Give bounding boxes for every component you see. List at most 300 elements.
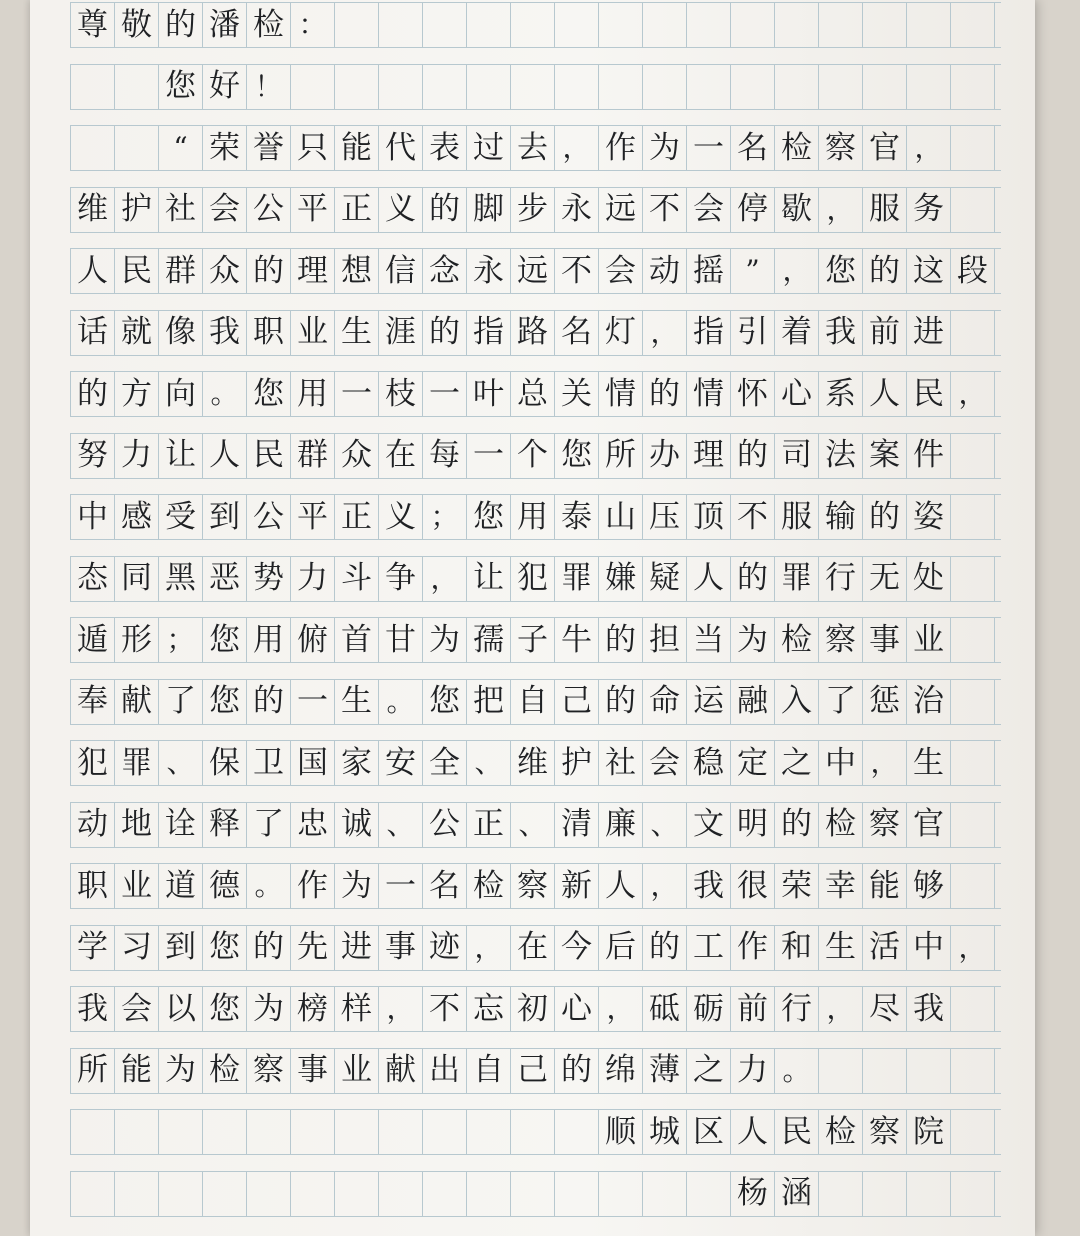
handwritten-char: 摇 bbox=[687, 249, 731, 293]
handwritten-char: 恶 bbox=[203, 557, 247, 601]
handwritten-char: 业 bbox=[335, 1049, 379, 1093]
handwritten-char: 今 bbox=[555, 926, 599, 970]
handwritten-char: 力 bbox=[115, 434, 159, 478]
handwritten-char: 。 bbox=[203, 372, 247, 416]
handwritten-char: 为 bbox=[423, 618, 467, 662]
handwritten-char: 努 bbox=[71, 434, 115, 478]
grid-cell bbox=[379, 3, 423, 47]
handwritten-char: 迹 bbox=[423, 926, 467, 970]
handwritten-char: 作 bbox=[599, 126, 643, 170]
grid-cell bbox=[951, 987, 995, 1031]
handwritten-char: 遁 bbox=[71, 618, 115, 662]
handwritten-char: 心 bbox=[555, 987, 599, 1031]
handwritten-char: 能 bbox=[115, 1049, 159, 1093]
letter-line bbox=[70, 1171, 1001, 1217]
handwritten-char: 职 bbox=[247, 311, 291, 355]
handwritten-char: 事 bbox=[379, 926, 423, 970]
grid-cell bbox=[71, 126, 115, 170]
handwritten-char: 维 bbox=[511, 741, 555, 785]
handwritten-char: 的 bbox=[731, 434, 775, 478]
letter-line bbox=[70, 802, 1001, 848]
handwritten-char: 初 bbox=[511, 987, 555, 1031]
handwritten-char: 用 bbox=[291, 372, 335, 416]
grid-cell bbox=[951, 864, 995, 908]
handwritten-char: 的 bbox=[643, 926, 687, 970]
handwritten-char: 无 bbox=[863, 557, 907, 601]
handwritten-char: 城 bbox=[643, 1110, 687, 1154]
handwritten-char: 力 bbox=[731, 1049, 775, 1093]
letter-line bbox=[70, 187, 1001, 233]
handwritten-char: ， bbox=[951, 926, 995, 970]
handwritten-char: ， bbox=[819, 987, 863, 1031]
grid-cell bbox=[423, 1110, 467, 1154]
handwritten-char: 心 bbox=[775, 372, 819, 416]
handwritten-char: 去 bbox=[511, 126, 555, 170]
handwritten-char: 处 bbox=[907, 557, 951, 601]
letter-line bbox=[70, 617, 1001, 663]
handwritten-char: 样 bbox=[335, 987, 379, 1031]
handwritten-char: 融 bbox=[731, 680, 775, 724]
grid-cell bbox=[863, 1049, 907, 1093]
handwritten-char: 运 bbox=[687, 680, 731, 724]
grid-cell bbox=[951, 188, 995, 232]
handwritten-char: 正 bbox=[335, 495, 379, 539]
handwritten-char: ： bbox=[291, 3, 335, 47]
handwritten-char: 正 bbox=[335, 188, 379, 232]
handwritten-char: 泰 bbox=[555, 495, 599, 539]
grid-cell bbox=[467, 1110, 511, 1154]
grid-cell bbox=[819, 1172, 863, 1216]
handwritten-char: 护 bbox=[555, 741, 599, 785]
handwritten-char: 您 bbox=[555, 434, 599, 478]
handwritten-char: 代 bbox=[379, 126, 423, 170]
handwritten-char: 不 bbox=[423, 987, 467, 1031]
grid-cell bbox=[687, 3, 731, 47]
handwritten-char: ； bbox=[159, 618, 203, 662]
handwritten-char: 砺 bbox=[687, 987, 731, 1031]
handwritten-char: 让 bbox=[159, 434, 203, 478]
letter-line bbox=[70, 679, 1001, 725]
handwritten-char: 家 bbox=[335, 741, 379, 785]
grid-cell bbox=[71, 1172, 115, 1216]
handwritten-char: 尽 bbox=[863, 987, 907, 1031]
handwritten-char: 义 bbox=[379, 188, 423, 232]
handwritten-char: 不 bbox=[731, 495, 775, 539]
handwritten-char: ， bbox=[775, 249, 819, 293]
handwritten-char: “ bbox=[159, 126, 203, 170]
handwritten-char: 名 bbox=[423, 864, 467, 908]
handwritten-char: 生 bbox=[819, 926, 863, 970]
handwritten-char: 官 bbox=[863, 126, 907, 170]
handwritten-char: 平 bbox=[291, 495, 335, 539]
handwritten-char: 诚 bbox=[335, 803, 379, 847]
handwritten-char: 活 bbox=[863, 926, 907, 970]
letter-line bbox=[70, 925, 1001, 971]
handwritten-char: 像 bbox=[159, 311, 203, 355]
handwritten-char: 出 bbox=[423, 1049, 467, 1093]
handwritten-char: 的 bbox=[775, 803, 819, 847]
handwritten-char: 治 bbox=[907, 680, 951, 724]
handwritten-char: 件 bbox=[907, 434, 951, 478]
handwritten-char: 之 bbox=[775, 741, 819, 785]
handwritten-char: 安 bbox=[379, 741, 423, 785]
handwritten-char: 的 bbox=[731, 557, 775, 601]
handwritten-char: 人 bbox=[599, 864, 643, 908]
grid-cell bbox=[115, 1172, 159, 1216]
handwritten-char: 检 bbox=[247, 3, 291, 47]
handwritten-char: 绵 bbox=[599, 1049, 643, 1093]
grid-cell bbox=[423, 1172, 467, 1216]
handwritten-char: 您 bbox=[203, 926, 247, 970]
grid-cell bbox=[115, 1110, 159, 1154]
handwritten-char: 卫 bbox=[247, 741, 291, 785]
grid-cell bbox=[511, 1110, 555, 1154]
handwritten-char: ， bbox=[643, 311, 687, 355]
handwritten-char: 敬 bbox=[115, 3, 159, 47]
handwritten-char: 民 bbox=[247, 434, 291, 478]
handwritten-char: ， bbox=[379, 987, 423, 1031]
letter-line bbox=[70, 1109, 1001, 1155]
letter-line bbox=[70, 310, 1001, 356]
handwritten-char: 的 bbox=[247, 680, 291, 724]
handwritten-char: 检 bbox=[819, 803, 863, 847]
handwritten-char: 不 bbox=[643, 188, 687, 232]
handwritten-char: 牛 bbox=[555, 618, 599, 662]
handwritten-char: 首 bbox=[335, 618, 379, 662]
handwritten-char: 话 bbox=[71, 311, 115, 355]
handwritten-char: 检 bbox=[203, 1049, 247, 1093]
handwritten-char: 我 bbox=[687, 864, 731, 908]
handwritten-char: 同 bbox=[115, 557, 159, 601]
handwritten-char: 只 bbox=[291, 126, 335, 170]
handwritten-char: 让 bbox=[467, 557, 511, 601]
handwritten-char: 公 bbox=[423, 803, 467, 847]
handwritten-char: 名 bbox=[555, 311, 599, 355]
handwritten-char: 您 bbox=[203, 618, 247, 662]
grid-cell bbox=[115, 126, 159, 170]
handwritten-char: 义 bbox=[379, 495, 423, 539]
handwritten-char: 犯 bbox=[511, 557, 555, 601]
grid-cell bbox=[951, 495, 995, 539]
grid-cell bbox=[379, 1172, 423, 1216]
grid-cell bbox=[555, 1110, 599, 1154]
handwritten-char: 我 bbox=[203, 311, 247, 355]
handwritten-char: 信 bbox=[379, 249, 423, 293]
handwritten-char: 想 bbox=[335, 249, 379, 293]
handwritten-char: 斗 bbox=[335, 557, 379, 601]
handwritten-char: 人 bbox=[731, 1110, 775, 1154]
handwritten-char: 态 bbox=[71, 557, 115, 601]
handwritten-char: 明 bbox=[731, 803, 775, 847]
handwritten-char: 我 bbox=[907, 987, 951, 1031]
handwritten-char: 中 bbox=[819, 741, 863, 785]
grid-cell bbox=[951, 126, 995, 170]
grid-cell bbox=[555, 1172, 599, 1216]
letter-line bbox=[70, 986, 1001, 1032]
handwritten-char: 孺 bbox=[467, 618, 511, 662]
grid-cell bbox=[379, 1110, 423, 1154]
grid-cell bbox=[467, 1172, 511, 1216]
handwritten-char: 路 bbox=[511, 311, 555, 355]
handwritten-char: 察 bbox=[863, 803, 907, 847]
handwritten-char: 公 bbox=[247, 495, 291, 539]
handwritten-char: 停 bbox=[731, 188, 775, 232]
grid-cell bbox=[247, 1172, 291, 1216]
grid-cell bbox=[951, 741, 995, 785]
handwritten-char: 在 bbox=[379, 434, 423, 478]
grid-cell bbox=[863, 3, 907, 47]
handwritten-char: 犯 bbox=[71, 741, 115, 785]
handwritten-char: 涵 bbox=[775, 1172, 819, 1216]
handwritten-char: 以 bbox=[159, 987, 203, 1031]
handwritten-char: 总 bbox=[511, 372, 555, 416]
handwritten-char: 廉 bbox=[599, 803, 643, 847]
handwritten-char: 护 bbox=[115, 188, 159, 232]
handwritten-char: 的 bbox=[643, 372, 687, 416]
handwritten-char: 定 bbox=[731, 741, 775, 785]
handwritten-char: 献 bbox=[379, 1049, 423, 1093]
handwritten-char: 惩 bbox=[863, 680, 907, 724]
grid-cell bbox=[203, 1172, 247, 1216]
handwritten-char: 事 bbox=[291, 1049, 335, 1093]
handwritten-char: 争 bbox=[379, 557, 423, 601]
grid-cell bbox=[687, 1172, 731, 1216]
handwritten-char: 您 bbox=[159, 65, 203, 109]
grid-cell bbox=[599, 65, 643, 109]
handwritten-char: 业 bbox=[907, 618, 951, 662]
handwritten-char: 脚 bbox=[467, 188, 511, 232]
handwritten-char: 、 bbox=[159, 741, 203, 785]
handwritten-char: 理 bbox=[687, 434, 731, 478]
handwritten-char: 榜 bbox=[291, 987, 335, 1031]
handwritten-char: ， bbox=[863, 741, 907, 785]
handwritten-char: 人 bbox=[203, 434, 247, 478]
handwritten-char: 杨 bbox=[731, 1172, 775, 1216]
handwritten-char: 案 bbox=[863, 434, 907, 478]
handwritten-char: 人 bbox=[71, 249, 115, 293]
handwritten-char: 您 bbox=[203, 987, 247, 1031]
letter-line bbox=[70, 248, 1001, 294]
handwritten-char: 院 bbox=[907, 1110, 951, 1154]
handwritten-char: 平 bbox=[291, 188, 335, 232]
handwritten-char: 枝 bbox=[379, 372, 423, 416]
handwritten-char: 作 bbox=[291, 864, 335, 908]
grid-cell bbox=[643, 1172, 687, 1216]
handwritten-char: 输 bbox=[819, 495, 863, 539]
handwritten-char: 献 bbox=[115, 680, 159, 724]
handwritten-char: 社 bbox=[599, 741, 643, 785]
handwritten-char: 一 bbox=[467, 434, 511, 478]
handwritten-char: 叶 bbox=[467, 372, 511, 416]
handwritten-char: 后 bbox=[599, 926, 643, 970]
handwritten-char: ， bbox=[643, 864, 687, 908]
grid-cell bbox=[511, 65, 555, 109]
handwritten-char: ， bbox=[951, 372, 995, 416]
handwritten-char: 够 bbox=[907, 864, 951, 908]
handwritten-char: 嫌 bbox=[599, 557, 643, 601]
letter-line bbox=[70, 2, 1001, 48]
handwritten-char: 学 bbox=[71, 926, 115, 970]
handwritten-char: 我 bbox=[71, 987, 115, 1031]
handwritten-char: 荣 bbox=[203, 126, 247, 170]
handwritten-char: 过 bbox=[467, 126, 511, 170]
handwritten-char: 涯 bbox=[379, 311, 423, 355]
handwritten-char: 之 bbox=[687, 1049, 731, 1093]
handwritten-char: 用 bbox=[247, 618, 291, 662]
grid-cell bbox=[687, 65, 731, 109]
handwritten-char: 察 bbox=[863, 1110, 907, 1154]
grid-cell bbox=[951, 434, 995, 478]
handwritten-char: 官 bbox=[907, 803, 951, 847]
grid-cell bbox=[907, 1172, 951, 1216]
letter-line bbox=[70, 371, 1001, 417]
handwritten-char: 动 bbox=[71, 803, 115, 847]
handwritten-char: 远 bbox=[511, 249, 555, 293]
handwritten-char: 永 bbox=[555, 188, 599, 232]
handwritten-char: 业 bbox=[291, 311, 335, 355]
handwritten-char: 群 bbox=[159, 249, 203, 293]
handwritten-char: 的 bbox=[423, 188, 467, 232]
handwritten-char: 己 bbox=[555, 680, 599, 724]
handwritten-char: 民 bbox=[115, 249, 159, 293]
handwritten-char: 检 bbox=[775, 618, 819, 662]
handwritten-char: 到 bbox=[203, 495, 247, 539]
handwritten-char: 很 bbox=[731, 864, 775, 908]
grid-cell bbox=[291, 1110, 335, 1154]
handwritten-char: 会 bbox=[599, 249, 643, 293]
handwritten-char: 为 bbox=[247, 987, 291, 1031]
handwritten-char: 、 bbox=[511, 803, 555, 847]
grid-cell bbox=[291, 1172, 335, 1216]
handwritten-char: 您 bbox=[423, 680, 467, 724]
handwritten-char: 维 bbox=[71, 188, 115, 232]
handwritten-char: 中 bbox=[907, 926, 951, 970]
grid-cell bbox=[951, 557, 995, 601]
handwritten-char: 的 bbox=[247, 926, 291, 970]
handwritten-char: 幸 bbox=[819, 864, 863, 908]
handwritten-char: ； bbox=[423, 495, 467, 539]
handwritten-char: 一 bbox=[423, 372, 467, 416]
handwritten-char: 办 bbox=[643, 434, 687, 478]
grid-cell bbox=[511, 3, 555, 47]
handwritten-char: 引 bbox=[731, 311, 775, 355]
handwritten-char: 工 bbox=[687, 926, 731, 970]
handwritten-char: 作 bbox=[731, 926, 775, 970]
handwritten-char: 会 bbox=[115, 987, 159, 1031]
grid-cell bbox=[951, 311, 995, 355]
handwritten-char: 尊 bbox=[71, 3, 115, 47]
grid-cell bbox=[115, 65, 159, 109]
letter-line bbox=[70, 494, 1001, 540]
handwritten-char: 先 bbox=[291, 926, 335, 970]
handwritten-char: 一 bbox=[379, 864, 423, 908]
handwritten-char: 一 bbox=[335, 372, 379, 416]
handwritten-char: ， bbox=[599, 987, 643, 1031]
handwritten-char: 永 bbox=[467, 249, 511, 293]
handwritten-char: 压 bbox=[643, 495, 687, 539]
handwritten-char: 务 bbox=[907, 188, 951, 232]
handwritten-char: 生 bbox=[335, 680, 379, 724]
handwritten-char: 服 bbox=[775, 495, 819, 539]
handwritten-char: 好 bbox=[203, 65, 247, 109]
handwritten-char: 系 bbox=[819, 372, 863, 416]
grid-cell bbox=[555, 3, 599, 47]
grid-cell bbox=[951, 3, 995, 47]
handwritten-char: 到 bbox=[159, 926, 203, 970]
handwritten-char: 把 bbox=[467, 680, 511, 724]
handwritten-char: 忠 bbox=[291, 803, 335, 847]
handwritten-char: 黑 bbox=[159, 557, 203, 601]
handwritten-char: ” bbox=[731, 249, 775, 293]
handwritten-char: ， bbox=[467, 926, 511, 970]
grid-cell bbox=[907, 65, 951, 109]
grid-cell bbox=[819, 1049, 863, 1093]
handwritten-char: 荣 bbox=[775, 864, 819, 908]
grid-cell bbox=[907, 1049, 951, 1093]
handwritten-char: 砥 bbox=[643, 987, 687, 1031]
handwritten-char: 动 bbox=[643, 249, 687, 293]
handwritten-char: 步 bbox=[511, 188, 555, 232]
handwritten-char: 潘 bbox=[203, 3, 247, 47]
handwritten-char: 民 bbox=[775, 1110, 819, 1154]
handwritten-char: 情 bbox=[687, 372, 731, 416]
handwritten-char: 不 bbox=[555, 249, 599, 293]
handwritten-char: 地 bbox=[115, 803, 159, 847]
grid-cell bbox=[863, 1172, 907, 1216]
grid-cell bbox=[159, 1110, 203, 1154]
handwritten-char: 习 bbox=[115, 926, 159, 970]
grid-cell bbox=[951, 680, 995, 724]
handwritten-char: 着 bbox=[775, 311, 819, 355]
handwritten-char: 形 bbox=[115, 618, 159, 662]
handwritten-char: 行 bbox=[819, 557, 863, 601]
handwritten-char: 己 bbox=[511, 1049, 555, 1093]
grid-cell bbox=[951, 65, 995, 109]
handwritten-char: 前 bbox=[731, 987, 775, 1031]
handwritten-char: 生 bbox=[335, 311, 379, 355]
handwritten-char: 为 bbox=[731, 618, 775, 662]
grid-cell bbox=[159, 1172, 203, 1216]
handwritten-char: 、 bbox=[643, 803, 687, 847]
handwritten-char: 检 bbox=[819, 1110, 863, 1154]
handwritten-char: 释 bbox=[203, 803, 247, 847]
grid-cell bbox=[599, 1172, 643, 1216]
handwritten-char: 。 bbox=[247, 864, 291, 908]
handwritten-char: 进 bbox=[907, 311, 951, 355]
grid-cell bbox=[643, 65, 687, 109]
grid-cell bbox=[951, 1110, 995, 1154]
handwritten-char: 的 bbox=[599, 680, 643, 724]
handwritten-char: 行 bbox=[775, 987, 819, 1031]
handwritten-char: 区 bbox=[687, 1110, 731, 1154]
handwritten-char: 用 bbox=[511, 495, 555, 539]
handwritten-char: 自 bbox=[511, 680, 555, 724]
handwritten-char: 服 bbox=[863, 188, 907, 232]
grid-cell bbox=[71, 65, 115, 109]
handwritten-char: 司 bbox=[775, 434, 819, 478]
letter-line bbox=[70, 740, 1001, 786]
handwritten-char: 念 bbox=[423, 249, 467, 293]
handwritten-char: 进 bbox=[335, 926, 379, 970]
handwritten-char: 察 bbox=[247, 1049, 291, 1093]
grid-cell bbox=[247, 1110, 291, 1154]
handwritten-char: 法 bbox=[819, 434, 863, 478]
handwritten-char: 罪 bbox=[555, 557, 599, 601]
grid-cell bbox=[71, 1110, 115, 1154]
handwritten-char: 、 bbox=[379, 803, 423, 847]
handwritten-char: 、 bbox=[467, 741, 511, 785]
handwritten-char: 入 bbox=[775, 680, 819, 724]
